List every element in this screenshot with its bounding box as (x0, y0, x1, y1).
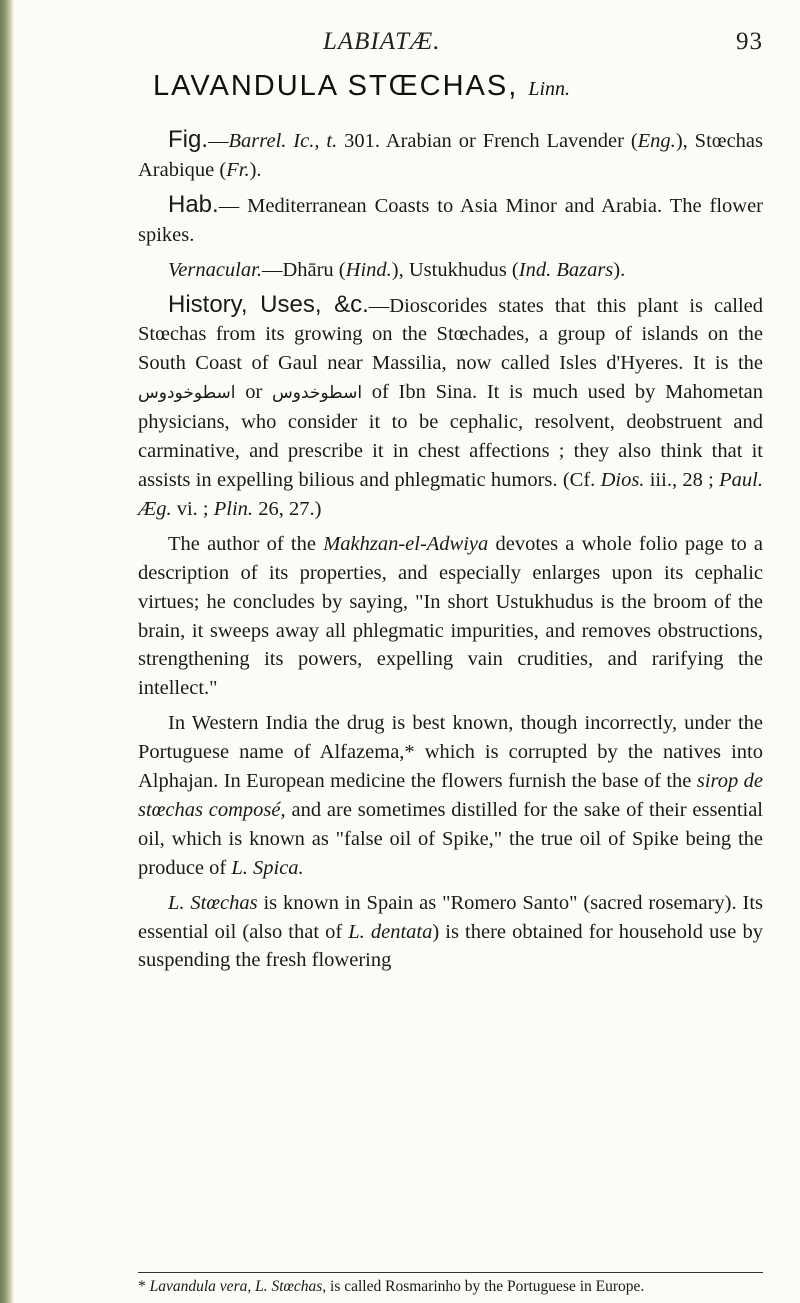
history-text-5: 26, 27.) (253, 497, 322, 520)
fig-paragraph (138, 126, 763, 185)
footnote (138, 1276, 763, 1297)
western-text-2: and are sometimes distilled for the sake of their essential oil, which is known as "false oil of Spike," the true oil of Spike being the produce of (138, 798, 764, 879)
fig-text-2: ), Stœchas Arabique ( (138, 130, 763, 181)
spain-paragraph (138, 889, 763, 976)
western-text-1: In Western India the drug is best known, though incorrectly, under the Portuguese name of Alfazema,* which is corrupted by the natives into Alphajan. In European medicine the flowers furnish the base of the (138, 712, 763, 793)
history-text-3: iii., 28 ; (644, 468, 720, 491)
fig-text-3: ). (249, 158, 262, 181)
footnote-names: Lavandula vera, L. Stœchas, (149, 1278, 327, 1295)
history-or: or (235, 381, 272, 404)
page-number: 93 (736, 28, 763, 55)
arabic-word-1: اسطوخودوس (138, 383, 236, 404)
history-text-4: vi. ; (171, 497, 214, 520)
ref-paul: Paul. Æg. (138, 468, 763, 520)
spain-text-2: ) is there obtained for household use by suspending the fresh flowering (138, 920, 763, 972)
arabic-word-2: اسطوخدوس (272, 383, 363, 404)
ref-dios: Dios. (600, 468, 645, 491)
makhzan-text-2: devotes a whole folio page to a description of its properties, and especially enlarges upon its cephalic virtues; he concludes by saying, "In short Ustukhudus is the broom of the brain, it sweeps away all phlegmatic impurities, and removes obstructions, strengthening its powers, expelling vain crudities, and rarifying the intellect." (138, 532, 763, 700)
vernacular-hind: Hind. (345, 258, 392, 281)
species-heading (153, 70, 570, 103)
spain-species: L. Stœchas (168, 891, 258, 914)
vernacular-text-2: ), Ustukhudus ( (391, 258, 519, 281)
dentata-name: L. dentata (348, 920, 433, 943)
vernacular-paragraph (138, 256, 763, 285)
fig-label: Fig. (168, 126, 209, 153)
history-label: History, Uses, &c. (168, 290, 369, 318)
fig-fr: Fr. (226, 158, 250, 181)
hab-label: Hab. (168, 190, 219, 218)
history-text-2: of Ibn Sina. It is much used by Mahometan physicians, who consider it to be cephalic, resolvent, deobstruent and carminative, and prescribe it in chest affections ; they also think that it assists in expelling bilious and phlegmatic humors. (Cf. (138, 381, 764, 491)
history-text-1: —Dioscorides states that this plant is called Stœchas from its growing on the Stœchades, a group of islands on the South Coast of Gaul near Massilia, now called Isles d'Hyeres. It is the (138, 294, 763, 375)
hab-paragraph (138, 191, 763, 250)
makhzan-text-1: The author of the (168, 532, 324, 555)
ref-plin: Plin. (213, 497, 254, 520)
fig-dash: — (208, 130, 229, 152)
fig-eng: Eng. (637, 130, 676, 152)
vernacular-text-1: —Dhāru ( (261, 258, 346, 281)
book-spine-edge (0, 0, 14, 1303)
hab-text: — Mediterranean Coasts to Asia Minor and Arabia. The flower spikes. (138, 194, 763, 246)
makhzan-paragraph (138, 530, 763, 703)
species-name: LAVANDULA STŒCHAS, (153, 70, 519, 102)
running-head-title: LABIATÆ. (323, 28, 441, 55)
vernacular-label: Vernacular. (168, 258, 262, 281)
species-authority: Linn. (528, 78, 571, 100)
vernacular-ind-bazars: Ind. Bazars (518, 258, 614, 281)
fig-text-1: 301. Arabian or French Lavender ( (337, 130, 638, 152)
sirop-title: sirop de stœchas composé, (138, 770, 764, 821)
body-text (138, 126, 763, 981)
makhzan-title: Makhzan-el-Adwiya (323, 532, 489, 555)
history-paragraph (138, 291, 763, 524)
vernacular-text-3: ). (613, 258, 626, 281)
footnote-mark: * (138, 1278, 150, 1295)
footnote-rule (138, 1272, 763, 1273)
footnote-text: is called Rosmarinho by the Portuguese in Europe. (326, 1278, 645, 1295)
spica-name: L. Spica. (231, 856, 304, 879)
western-india-paragraph (138, 709, 763, 882)
fig-reference: Barrel. Ic., t. (228, 130, 338, 152)
spain-text-1: is known in Spain as "Romero Santo" (sacred rosemary). Its essential oil (also that of (138, 891, 763, 943)
